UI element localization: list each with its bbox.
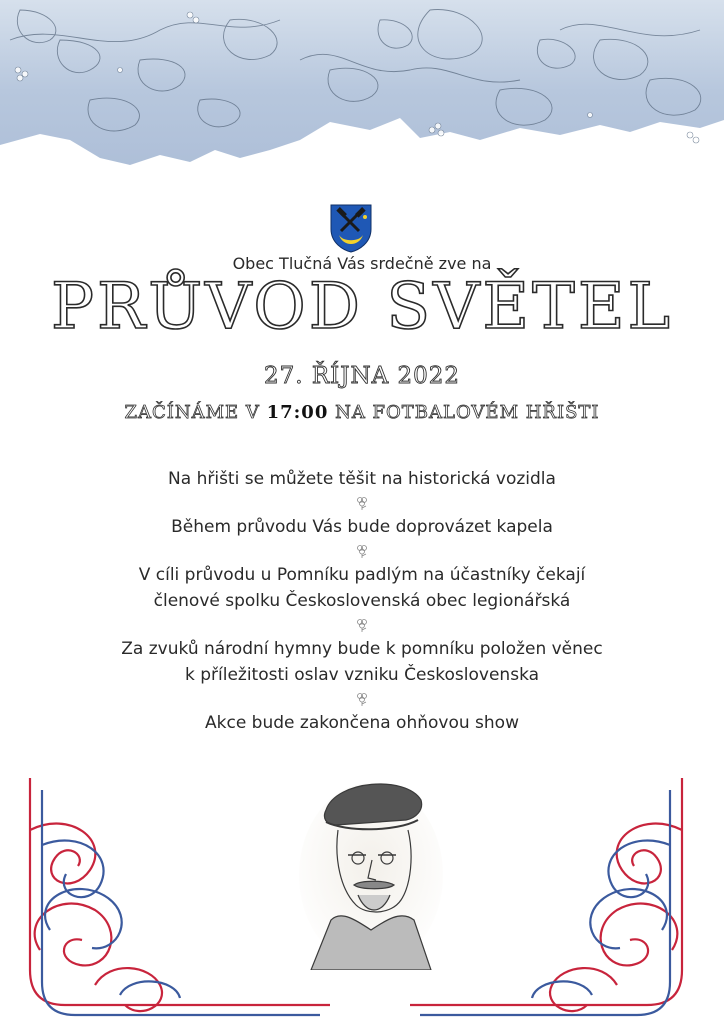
program-line: Během průvodu Vás bude doprovázet kapela — [171, 517, 553, 537]
flower-sprig-icon — [0, 615, 724, 633]
flower-sprig-icon — [0, 689, 724, 707]
program-line: V cíli průvodu u Pomníku padlým na účastníky čekají — [138, 565, 586, 585]
program-item — [0, 636, 724, 688]
start-prefix: ZAČÍNÁME V — [124, 402, 267, 423]
flower-sprig-icon — [0, 541, 724, 559]
program-item — [0, 514, 724, 540]
program-item — [0, 466, 724, 492]
program-line: Na hřišti se můžete těšit na historická vozidla — [168, 469, 556, 489]
program-line: k příležitosti oslav vzniku Československa — [184, 665, 540, 685]
event-title: PRŮVOD SVĚTEL — [50, 270, 674, 344]
start-time: 17:00 — [266, 402, 329, 423]
program-line: členové spolku Československá obec legionářská — [153, 591, 571, 611]
program-list — [0, 466, 724, 736]
start-suffix: NA FOTBALOVÉM HŘIŠTI — [328, 402, 600, 423]
event-date: 27. ŘÍJNA 2022 — [263, 363, 461, 389]
start-info — [0, 402, 724, 423]
invitation-text: Obec Tlučná Vás srdečně zve na — [232, 254, 492, 273]
header-leaves-decoration — [0, 0, 724, 175]
program-item — [0, 710, 724, 736]
program-line: Akce bude zakončena ohňovou show — [205, 713, 519, 733]
municipal-crest-icon — [329, 203, 373, 253]
program-item — [0, 562, 724, 614]
program-line: Za zvuků národní hymny bude k pomníku položen věnec — [121, 639, 603, 659]
portrait-sketch-icon — [296, 770, 446, 970]
flower-sprig-icon — [0, 493, 724, 511]
